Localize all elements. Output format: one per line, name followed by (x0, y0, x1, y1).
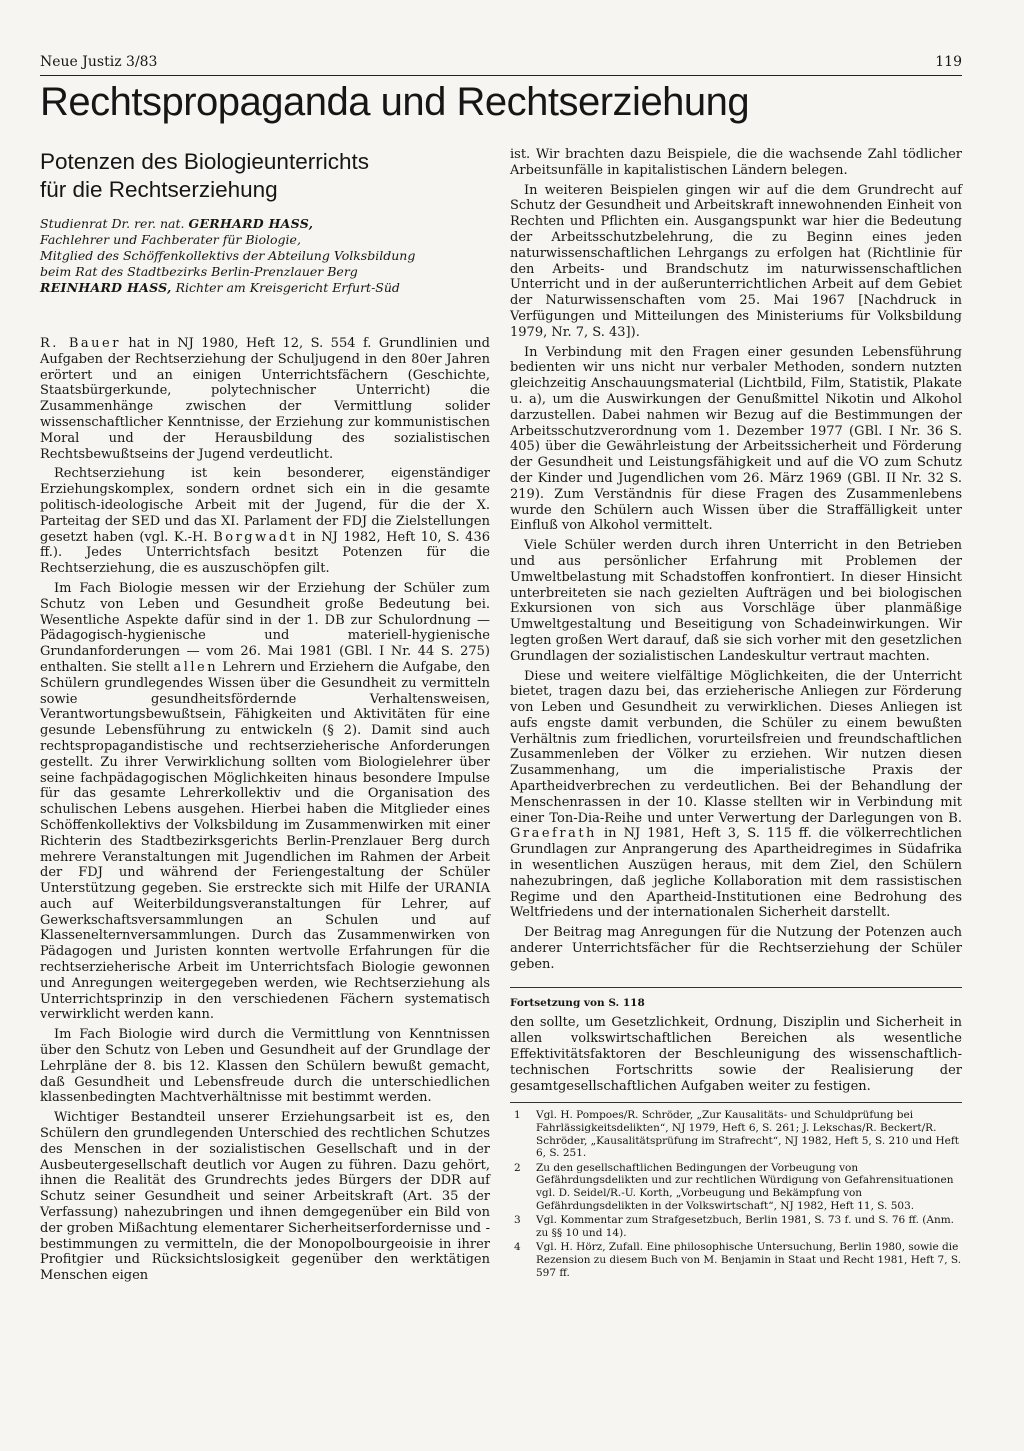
footnote-text: Vgl. H. Pompoes/R. Schröder, „Zur Kausalitäts- und Schuldprüfung bei Fahrlässigkeitsdelikten“, NJ 1979, Heft 6, S. 261; J. Lekschas/R. Beckert/R. Schröder, „Kausalitätsprüfung im Strafrecht“, NJ 1982, Heft 5, S. 210 und Heft 6, S. 251. (536, 1109, 959, 1160)
footnote-number: 2 (514, 1161, 521, 1174)
author-block (40, 216, 490, 296)
article-title-line-2: für die Rechtserziehung (40, 177, 278, 202)
author-1-name: GERHARD HASS, (188, 216, 314, 231)
paragraph-text: in NJ 1981, Heft 3, S. 115 ff. die völkerrechtlichen Grundlagen zur Anprangerung des Apartheidregimes in Südafrika in wesentlichen Auszügen heraus, mit dem Ziel, den Schülern nahezubringen, daß jegliche Kollaboration mit dem rassistischen Regime und den Apartheid-Institutionen eine Bedrohung des Weltfriedens und der internationalen Sicherheit darstellt. (510, 826, 962, 921)
paragraph-text: hat in NJ 1980, Heft 12, S. 554 f. Grundlinien und Aufgaben der Rechtserziehung der Schuljugend in den 80er Jahren erörtert und an einigen Unterrichtsfächern (Geschichte, Staatsbürgerkunde, polytechnischer Unterricht) die Zusammenhänge zwischen der Vermittlung solider wissenschaftlicher Kenntnisse, der Erziehung zur kommunistischen Moral und der Herausbildung des sozialistischen Rechtsbewußtseins der Jugend verdeutlicht. (40, 336, 490, 462)
paragraph (40, 336, 490, 462)
header-rule (40, 75, 962, 76)
journal-issue: Neue Justiz 3/83 (40, 54, 158, 70)
left-column (40, 148, 490, 1288)
author-1-role-3: beim Rat des Stadtbezirks Berlin-Prenzlauer Berg (40, 264, 358, 279)
paragraph: Der Beitrag mag Anregungen für die Nutzung der Potenzen auch anderer Unterrichtsfächer für die Rechtserziehung der Schüler geben. (510, 925, 962, 972)
paragraph (40, 466, 490, 577)
spaced-name: Borgwadt (213, 529, 298, 545)
footnote-text: Zu den gesellschaftlichen Bedingungen der Vorbeugung von Gefährdungsdelikten und zur rechtlichen Würdigung von Gefahrensituationen vgl. D. Seidel/R.-U. Korth, „Vorbeugung und Bekämpfung von Gefährdungsdelikten in der Volkswirtschaft“, NJ 1982, Heft 11, S. 503. (536, 1161, 954, 1212)
footnote-text: Vgl. Kommentar zum Strafgesetzbuch, Berlin 1981, S. 73 f. und S. 76 ff. (Anm. zu §§ 10 und 14). (536, 1214, 955, 1239)
footnote (510, 1162, 962, 1212)
paragraph-text: Rechtserziehung ist kein besonderer, eigenständiger Erziehungskomplex, sondern ordnet sich ein in die gesamte politisch-ideologische Arbeit mit der Jugend, für die der X. Parteitag der SED und das XI. Parlament der FDJ die Zielstellungen gesetzt haben (vgl. K.-H. (40, 466, 490, 545)
footnote (510, 1241, 962, 1279)
author-1-title: Studienrat Dr. rer. nat. (40, 216, 189, 231)
spaced-name: R. Bauer (40, 336, 121, 351)
footnote-number: 4 (514, 1241, 521, 1254)
paragraph (510, 669, 962, 922)
paragraph-text: Diese und weitere vielfältige Möglichkeiten, die der Unterricht bietet, tragen dazu bei, das erzieherische Anliegen zur Förderung von Leben und Gesundheit zu verwirklichen. Dieses Anliegen ist aufs engste damit verbunden, die Schüler zu einem bewußten Verhältnis zum friedlichen, vorurteilsfreien und freundschaftlichen Zusammenleben der Völker zu erziehen. Wir nutzen diesen Zusammenhang, um die imperialistische Praxis der Apartheidverbrechen zu verdeutlichen. Bei der Behandlung der Menschenrassen in der 10. Klasse stellten wir in Verbindung mit einer Ton-Dia-Reihe und unter Verwertung der Darlegungen von B. (510, 668, 962, 826)
footnotes (510, 1109, 962, 1279)
article-title (40, 148, 490, 204)
footnote-number: 1 (514, 1109, 521, 1122)
running-head (40, 54, 962, 76)
paragraph-text: Lehrern und Erziehern die Aufgabe, den Schülern grundlegendes Wissen über die Gesundheit zu vermitteln sowie gesundheitsfördernde Verhaltensweisen, Verantwortungsbewußtsein, Fähigkeiten und Aktivitäten für eine gesunde Lebensführung zu entwickeln (§ 2). Damit sind auch rechtspropagandistische und rechtserzieherische Anforderungen gestellt. Zu ihrer Verwirklichung sollten vom Biologielehrer über seine fachpädagogischen Möglichkeiten hinaus besondere Impulse für das gesamte Lehrerkollektiv und die Organisation des schulischen Lebens ausgehen. Hierbei haben die Mitglieder eines Schöffenkollektivs der Volksbildung im Zusammenwirken mit einer Richterin des Stadtbezirksgerichts Berlin-Prenzlauer Berg durch mehrere Veranstaltungen mit Jugendlichen im Rahmen der Arbeit der FDJ und während der Feriengestaltung der Schüler Unterstützung gegeben. Sie erstreckte sich mit Hilfe der URANIA auch auf Weiterbildungsveranstaltungen für Lehrer, auf Gewerkschaftsversammlungen an Schulen und auf Klassenelternversammlungen. Durch das Zusammenwirken von Pädagogen und Juristen konnten wertvolle Erfahrungen für die rechtserzieherische Arbeit im Unterrichtsfach Biologie gewonnen und Anregungen weitergegeben werden, wie Rechtserziehung als Unterrichtsprinzip in den verschiedenen Fächern systematisch verwirklicht werden kann. (40, 659, 490, 1023)
footnote-number: 3 (514, 1214, 521, 1227)
paragraph-text: in NJ 1982, Heft 10, S. 436 ff.). Jedes Unterrichtsfach besitzt Potenzen für die Rechtserziehung, die es auszuschöpfen gilt. (40, 529, 490, 577)
spaced-emphasis: allen (173, 659, 219, 675)
continuation-rule (510, 987, 962, 988)
footnotes-rule (510, 1102, 962, 1103)
author-2-name: REINHARD HASS, (40, 280, 172, 295)
paragraph: In weiteren Beispielen gingen wir auf die dem Grundrecht auf Schutz der Gesundheit und Arbeitskraft innewohnenden Einheit von Rechten und Pflichten ein. Ausgangspunkt war hier die Bedeutung der Arbeitsschutzbelehrung, die zu Beginn eines jeden naturwissenschaftlichen Lehrgangs zu erfolgen hat (Richtlinie für den Arbeits- und Brandschutz im naturwissenschaftlichen Unterricht und in der außerunterrichtlichen Arbeit auf dem Gebiet der Naturwissenschaften vom 25. Mai 1967 [Nachdruck in Verfügungen und Mitteilungen des Ministeriums für Volksbildung 1979, Nr. 7, S. 43]). (510, 182, 962, 340)
article-title-line-1: Potenzen des Biologieunterrichts (40, 149, 369, 174)
footnote (510, 1214, 962, 1239)
spaced-name: Graefrath (510, 826, 597, 842)
paragraph: Viele Schüler werden durch ihren Unterricht in den Betrieben und aus persönlicher Erfahrung mit Problemen der Umweltbelastung mit Schadstoffen konfrontiert. In dieser Hinsicht unterbreiteten sie nach gezielten Aufträgen und bei biologischen Exkursionen von sich aus Vorschläge über planmäßige Umweltgestaltung und Beseitigung von Schadeinwirkungen. Wir legten großen Wert darauf, daß sie sich vorher mit den gesetzlichen Grundlagen der sozialistischen Landeskultur vertraut machten. (510, 538, 962, 664)
paragraph: In Verbindung mit den Fragen einer gesunden Lebensführung bedienten wir uns nicht nur verbaler Methoden, sondern nutzten gleichzeitig Anschauungsmaterial (Lichtbild, Film, Statistik, Plakate u. a), um die Auswirkungen der Genußmittel Nikotin und Alkohol darzustellen. Dabei nahmen wir Bezug auf die Bestimmungen der Arbeitsschutzverordnung vom 1. Dezember 1977 (GBl. I Nr. 36 S. 405) über die Gewährleistung der Arbeitssicherheit und Förderung der Gesundheit und Leistungsfähigkeit und auf die VO zum Schutz der Kinder und Jugendlichen vom 26. März 1969 (GBl. II Nr. 32 S. 219). Zum Verständnis für diese Fragen des Zusammenlebens wurde den Schülern auch Wissen über die Straffälligkeit unter Einfluß von Alkohol vermittelt. (510, 344, 962, 534)
right-column (510, 147, 962, 1281)
author-2-role: Richter am Kreisgericht Erfurt-Süd (171, 280, 400, 295)
continuation-label: Fortsetzung von S. 118 (510, 996, 645, 1009)
section-title: Rechtspropaganda und Rechtserziehung (40, 80, 750, 124)
paragraph-text: Im Fach Biologie messen wir der Erziehung der Schüler zum Schutz von Leben und Gesundheit große Bedeutung bei. Wesentliche Aspekte dafür sind in der 1. DB zur Schulordnung — Pädagogisch-hygienische und materiell-hygienische Grundanforderungen — vom 26. Mai 1981 (GBl. I Nr. 44 S. 275) enthalten. Sie stellt (40, 580, 490, 675)
page-number: 119 (935, 54, 962, 70)
paragraph: ist. Wir brachten dazu Beispiele, die die wachsende Zahl tödlicher Arbeitsunfälle in kapitalistischen Ländern belegen. (510, 147, 962, 178)
continuation-text: den sollte, um Gesetzlichkeit, Ordnung, Disziplin und Sicherheit in allen volkswirtschaftlichen Bereichen als wesentliche Effektivitätsfaktoren der Beschleunigung des wissenschaftlich-technischen Fortschritts sowie der Realisierung der gesamtgesellschaftlichen Aufgaben weiter zu festigen. (510, 1015, 962, 1094)
author-1-role-1: Fachlehrer und Fachberater für Biologie, (40, 232, 301, 247)
footnote-text: Vgl. H. Hörz, Zufall. Eine philosophische Untersuchung, Berlin 1980, sowie die Rezension zu diesem Buch von M. Benjamin in Staat und Recht 1981, Heft 7, S. 597 ff. (536, 1241, 962, 1279)
paragraph: Im Fach Biologie wird durch die Vermittlung von Kenntnissen über den Schutz von Leben und Gesundheit auf der Grundlage der Lehrpläne der 8. bis 12. Klassen den Schülern bewußt gemacht, daß Gesundheit und Lebensfreude durch die unterschiedlichen klassenbedingten Machtverhältnisse mit bestimmt werden. (40, 1027, 490, 1106)
footnote (510, 1109, 962, 1159)
paragraph (40, 581, 490, 1023)
author-1-role-2: Mitglied des Schöffenkollektivs der Abteilung Volksbildung (40, 248, 416, 263)
paragraph: Wichtiger Bestandteil unserer Erziehungsarbeit ist es, den Schülern den grundlegenden Unterschied des rechtlichen Schutzes des Menschen in der sozialistischen Gesellschaft und in der Ausbeutergesellschaft deutlich vor Augen zu führen. Dazu gehört, ihnen die Realität des Grundrechts jedes Bürgers der DDR auf Schutz seiner Gesundheit und seiner Arbeitskraft (Art. 35 der Verfassung) nahezubringen und ihnen demgegenüber ein Bild von der groben Mißachtung elementarer Sicherheitserfordernisse und -bestimmungen zu vermitteln, die der Monopolbourgeoisie in ihrer Profitgier und Rücksichtslosigkeit gegenüber den werktätigen Menschen eigen (40, 1110, 490, 1284)
